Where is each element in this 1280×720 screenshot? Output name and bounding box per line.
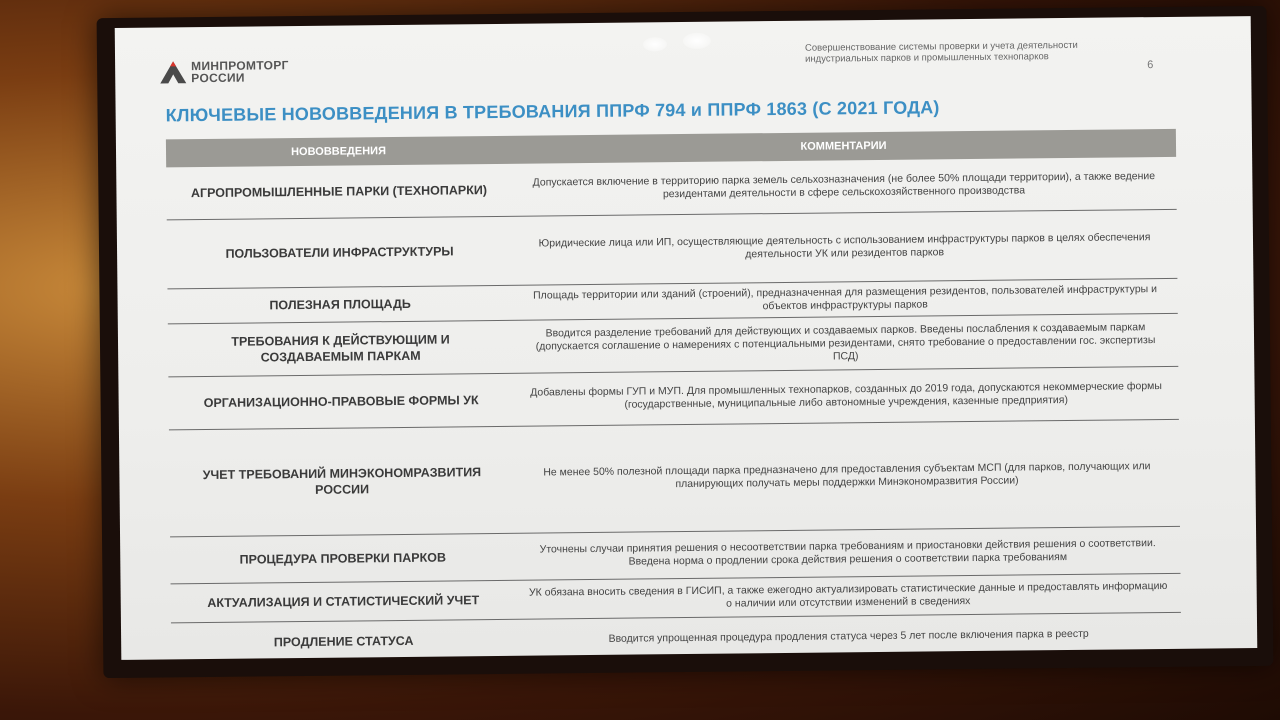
presentation-slide <box>115 16 1258 660</box>
page-number: 6 <box>1147 59 1154 72</box>
row-item: АКТУАЛИЗАЦИЯ И СТАТИСТИЧЕСКИЙ УЧЕТ <box>207 593 480 611</box>
light-glare <box>683 33 711 49</box>
innovations-table <box>166 129 1181 660</box>
header-innovations: НОВОВВЕДЕНИЯ <box>291 145 387 159</box>
row-comment: Добавлены формы ГУП и МУП. Для промышленных технопарков, созданных до 2019 года, допускаются некоммерческие формы (государственные, муниципальные либо автономные учреждения, казенные предприятия) <box>530 380 1162 411</box>
row-comment: Вводится разделение требований для действующих и создаваемых парков. Введены послабления к создаваемым паркам (допускается соглашение о намерениях с потенциальными резидентами, снято требование о предоставлении гос. экспертизы ПСД) <box>535 320 1156 362</box>
logo-line-1: МИНПРОМТОРГ <box>191 58 289 74</box>
table-row <box>167 210 1178 290</box>
table-row <box>169 420 1180 538</box>
row-item: ПОЛЬЗОВАТЕЛИ ИНФРАСТРУКТУРЫ <box>225 244 454 261</box>
row-comment: УК обязана вносить сведения в ГИСИП, а также ежегодно актуализировать статистические данные и предоставлять информацию о наличии или отсутствии изменений в сведениях <box>528 579 1168 610</box>
row-comment: Уточнены случаи принятия решения о несоответствии парка требованиям и приостановки действия решения о соответствии. Введена норма о продлении срока действия решения о соответствии парка требованиям <box>539 537 1156 568</box>
header-comments: КОММЕНТАРИИ <box>800 139 887 153</box>
logo-triangle-icon <box>159 59 187 85</box>
row-item: ПРОЦЕДУРА ПРОВЕРКИ ПАРКОВ <box>239 550 447 567</box>
ministry-logo <box>159 58 289 85</box>
slide-title: КЛЮЧЕВЫЕ НОВОВВЕДЕНИЯ В ТРЕБОВАНИЯ ППРФ 794 и ППРФ 1863 (С 2021 ГОДА) <box>165 97 940 126</box>
row-item: УЧЕТ ТРЕБОВАНИЙ МИНЭКОНОМРАЗВИТИЯ РОССИИ <box>202 465 482 497</box>
header-note: Совершенствование системы проверки и учета деятельности индустриальных парков и промышленных технопарков <box>804 39 1078 65</box>
row-item: ПРОДЛЕНИЕ СТАТУСА <box>273 633 414 650</box>
row-item: АГРОПРОМЫШЛЕННЫЕ ПАРКИ (ТЕХНОПАРКИ) <box>190 183 488 201</box>
logo-line-2: РОССИИ <box>191 70 245 86</box>
row-item: ПОЛЕЗНАЯ ПЛОЩАДЬ <box>269 296 411 313</box>
row-comment: Юридические лица или ИП, осуществляющие деятельность с использованием инфраструктуры парков в целях обеспечения деятельности УК или резидентов парков <box>538 231 1151 261</box>
row-item: ТРЕБОВАНИЯ К ДЕЙСТВУЮЩИМ И СОЗДАВАЕМЫМ ПАРКАМ <box>231 332 450 365</box>
row-item: ОРГАНИЗАЦИОННО-ПРАВОВЫЕ ФОРМЫ УК <box>203 393 479 411</box>
light-glare <box>643 37 667 51</box>
row-comment: Допускается включение в территорию парка земель сельхозназначения (не более 50% площади территории), а также ведение резидентами деятельности в сфере сельскохозяйственного производства <box>532 170 1156 201</box>
row-comment: Площадь территории или зданий (строений), предназначенная для размещения резидентов, пользователей инфраструктуры и объектов инфраструктуры парков <box>533 283 1158 313</box>
row-comment: Не менее 50% полезной площади парка предназначено для предоставления субъектам МСП (для парков, получающих или планирующих получать меры поддержки Минэкономразвития России) <box>543 460 1151 491</box>
row-comment: Вводится упрощенная процедура продления статуса через 5 лет после включения парка в реестр <box>608 627 1089 645</box>
